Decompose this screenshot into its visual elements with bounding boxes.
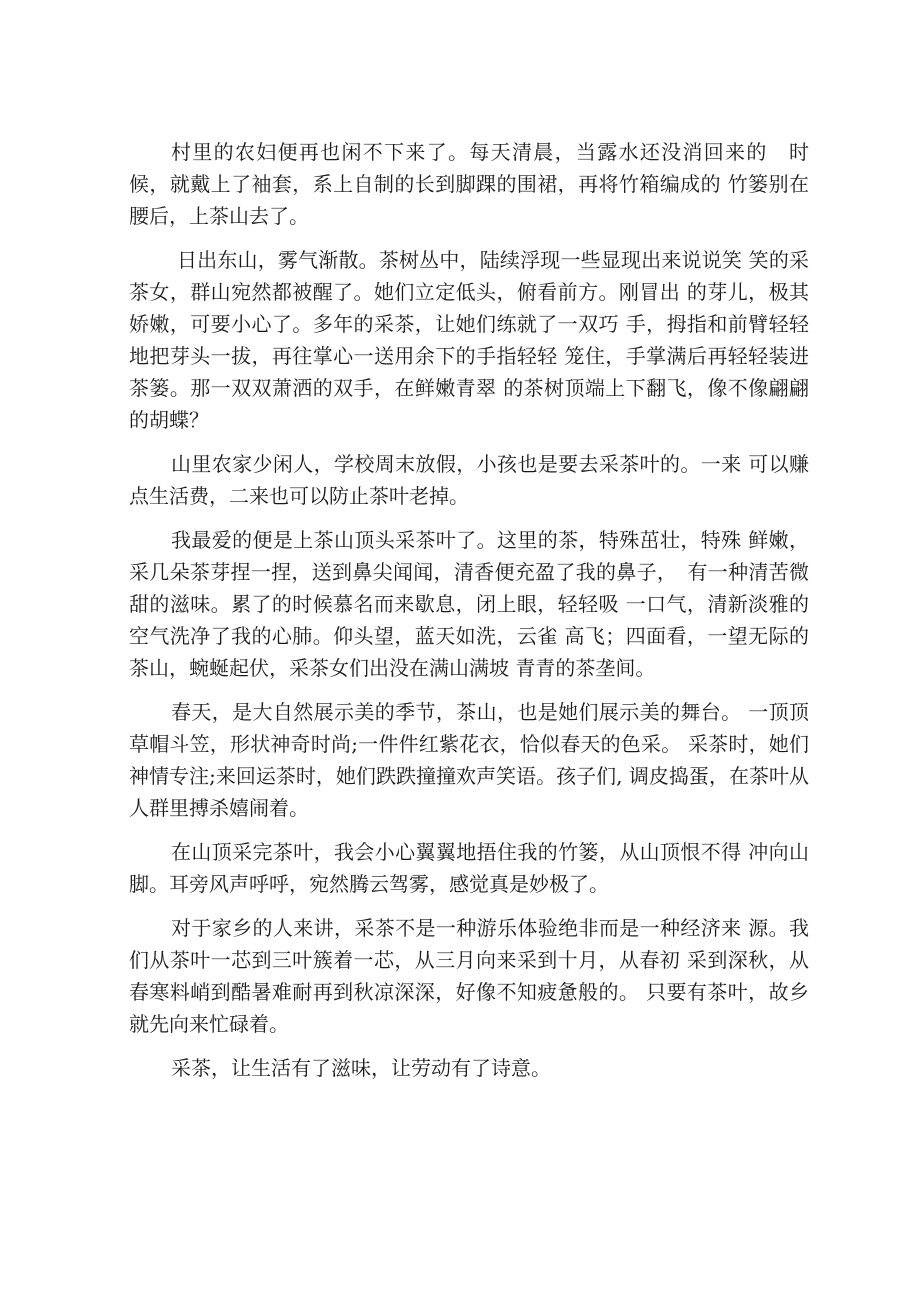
paragraph-economic-source: 对于家乡的人来讲，采茶不是一种游乐体验绝非而是一种经济来 源。我们从茶叶一芯到三叶簇着一芯，从三月向来采到十月，从春初 采到深秋，从春寒料峭到酷暑难耐再到秋凉深深，好像不知疲惫般的。 只要有茶叶，故乡就先向来忙碌着。 [129,916,809,1036]
paragraph-spring-stage: 春天，是大自然展示美的季节，茶山，也是她们展示美的舞台。 一顶顶草帽斗笠，形状神奇时尚;一件件红紫花衣，恰似春天的色采。 采茶时，她们神情专注;来回运茶时，她们跌跌撞撞欢声笑语。孩子们, 调皮捣蛋，在茶叶从人群里搏杀嬉闹着。 [129,700,809,820]
paragraph-mountain-top: 我最爱的便是上茶山顶头采茶叶了。这里的茶，特殊茁壮，特殊 鲜嫩，采几朵茶芽捏一捏，送到鼻尖闻闻，清香便充盈了我的鼻子， 有一种清苦微甜的滋味。累了的时候慕名而来歇息，闭上眼，轻轻吸 一口气，清新淡雅的空气洗净了我的心肺。仰头望，蓝天如洗，云雀 高飞；四面看，一望无际的茶山，蜿蜒起伏，采茶女们出没在满山满坡 青青的茶垄间。 [129,528,809,680]
paragraph-sunrise-tea-pickers: 日出东山，雾气渐散。茶树丛中，陆续浮现一些显现出来说说笑 笑的采茶女，群山宛然都被醒了。她们立定低头，俯看前方。刚冒出 的芽儿，极其娇嫩，可要小心了。多年的采茶，让她们练就了一双巧 手，拇指和前臂轻轻地把芽头一拔，再往掌心一送用余下的手指轻轻 笼住，手掌满后再轻轻装进茶篓。那一双双萧洒的双手，在鲜嫩青翠 的茶树顶端上下翻飞，像不像翩翩的胡蝶？ [129,248,809,432]
paragraph-running-downhill: 在山顶采完茶叶，我会小心翼翼地捂住我的竹篓，从山顶恨不得 冲向山脚。耳旁风声呼呼，宛然腾云驾雾，感觉真是妙极了。 [129,840,809,896]
paragraph-village-women: 村里的农妇便再也闲不下来了。每天清晨，当露水还没消回来的 时候，就戴上了袖套，系上自制的长到脚踝的围裙，再将竹箱编成的 竹篓别在腰后，上茶山去了。 [129,140,809,228]
paragraph-children-picking: 山里农家少闲人，学校周末放假，小孩也是要去采茶叶的。一来 可以赚点生活费，二来也可以防止茶叶老掉。 [129,452,809,508]
paragraph-closing-line: 采茶，让生活有了滋味，让劳动有了诗意。 [171,1056,551,1080]
article-body [129,136,809,1096]
